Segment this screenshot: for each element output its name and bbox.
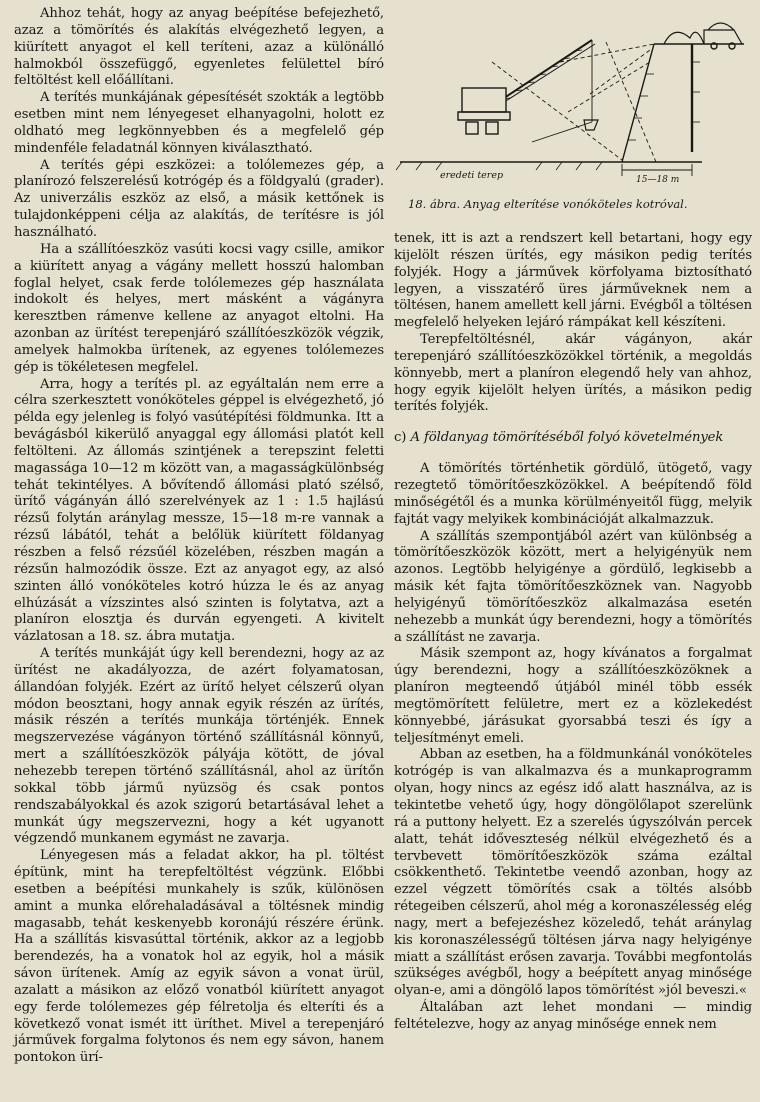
paragraph: A terítés munkáját úgy kell berendezni, hogy az az ürítést ne akadályozza, de azért folyamatosan, állandóan folyjék. Ezért az ürítő helyet célszerű olyan módon beosztani, hogy annak egyik részén az ürítés, másik részén a terítés munkája történjék. Ennek megszervezése vágányon történő szállításnál könnyű, mert a szállítóeszközök pályája kötött, de jóval nehezebb terepen történő szállításnál, ahol az ürítőn sokkal több jármű nyüzsög és csak pontos rendszabályokkal és azok szigorú betartásával lehet a munkát úgy megszervezni, hogy a két ugyanott végzendő munkanem egymást ne zavarja. xyxy=(14,646,384,847)
boom xyxy=(492,40,592,106)
figure-18 xyxy=(392,2,754,222)
track-left xyxy=(466,122,478,134)
paragraph: A terítés gépi eszközei: a tolólemezes gép, a planírozó felszerelésű kotrógép és a földgyalú (grader). Az univerzális eszköz az első, a másik kettőnek is tulajdonképpeni célja az alakítás, de terítésre is jól használható. xyxy=(14,157,384,240)
machine-base xyxy=(458,112,510,120)
paragraph: A terítés munkájának gépesítését szokták a legtöbb esetben mint nem lényegeset elhanyagolni, holott ez oldható meg legkönnyebben és a megfelelő gép mindenféle feladatnál könnyen kiválasztható. xyxy=(14,90,384,156)
paragraph: Másik szempont az, hogy kívánatos a forgalmat úgy berendezni, hogy a szállítóeszközöknek a planíron megteendő útjából minél több essék megtömörített felületre, mert ez a közlekedést könnyebbé, járásukat gyorsabbá teszi és így a teljesítményt emeli. xyxy=(394,646,752,746)
slope-line xyxy=(622,44,654,162)
section-heading xyxy=(394,430,752,447)
paragraph: Lényegesen más a feladat akkor, ha pl. töltést építünk, mint ha terepfeltöltést végzünk. Előbbi esetben a beépítési munkahely is szűk, különösen amint a munka előrehaladásával a töltésnek mindig magasabb, tehát keskenyebb koronájú részére érünk. Ha a szállítás kisvasúttal történik, akkor az a legjobb berendezés, ha a vonatok hol az egyik, hol a másik sávon ürítenek. Amíg az egyik sávon a vonat ürül, azalatt a másikon az előző vonatból kiürített anyagot egy ferde tolólemezes gép félretolja és elteríti és a következő vonat ismét itt üríthet. Mivel a terepenjáró járművek forgalma folytonos és nem egy sávon, hanem pontokon ürí- xyxy=(14,848,384,1066)
section-title: A földanyag tömörítéséből folyó követelmények xyxy=(410,430,724,446)
paragraph: A tömörítés történhetik gördülő, ütögető, vagy rezegtető tömörítőeszközökkel. A beépítendő föld minőségétől és a munka körülményeitől függ, melyik fajtát vagy melyikek kombinációját alkalmazzuk. xyxy=(394,461,752,527)
ground-hatch xyxy=(396,162,602,170)
paragraph: Arra, hogy a terítés pl. az egyáltalán nem erre a célra szerkesztett vonóköteles géppel is elvégezhető, jó példa egy jelenleg is folyó vasútépítési földmunka. Itt a bevágásból kikerülő anyaggal egy állomási platót kell feltölteni. Az állomás szintjének a terepszint feletti magassága 10—12 m között van, a magasságkülönbség tehát tekintélyes. A bővítendő állomási plató szélső, ürítő vágányán álló szerelvények az 1 : 1.5 hajlású rézsű folytán aránylag messze, 15—18 m-re vannak a rézsű lábától, tehát a belőlük kiürített földanyag részben a felső rézsűél közelében, részben magán a rézsűn halmozódik össze. Ezt az anyagot egy, az alsó szinten álló vonóköteles kotró húzza le és az anyag elhúzását a vízszintes alsó szinten is folytatva, azt a planíron elosztja és durván egyengeti. A kivitelt vázlatosan a 18. sz. ábra mutatja. xyxy=(14,376,384,645)
paragraph: Terepfeltöltésnél, akár vágányon, akár terepenjáró szállítóeszközökkel történik, a megoldás könnyebb, mert a planíron elegendő hely van ahhoz, hogy egyik kijelölt helyen ürítés, a másikon pedig terítés folyjék. xyxy=(394,332,752,415)
dragline-diagram xyxy=(392,2,754,194)
paragraph: Abban az esetben, ha a földmunkánál vonóköteles kotrógép is van alkalmazva és a munkaprogramm olyan, hogy nincs az egész idő alatt használva, az is tekintetbe vehető úgy, hogy döngölőlapot szerelünk rá a puttony helyett. Ez a szerelés úgyszólván percek alatt, tehát időveszteség nélkül elvégezhető és a tervbevett tömörítőeszközök száma ezáltal csökkenthető. Tekintetbe veendő azonban, hogy az ezzel végzett tömörítés csak a töltés alsóbb rétegeiben célszerű, ahol még a koronaszélesség elég nagy, mert a befejezéshez közeledő, tehát aránylag kis koronaszélességű töltésen járva nagy helyigénye miatt a szállítást erősen zavarja. További megfontolás szükséges avégből, hogy a beépített anyag minősége olyan-e, ami a döngölő lapos tömörítést »jól beveszi.« xyxy=(394,747,752,999)
section-number: c) xyxy=(394,430,407,446)
bucket xyxy=(584,120,598,130)
paragraph: Ahhoz tehát, hogy az anyag beépítése befejezhető, azaz a tömörítés és alakítás elvégezhető legyen, a kiürített anyagot el kell teríteni, azaz a különálló halmokból összefüggő, egyenletes felülettel bíró feltöltést kell előállítani. xyxy=(14,6,384,89)
distance-label: 15—18 m xyxy=(636,175,680,185)
track-right xyxy=(486,122,498,134)
paragraph: A szállítás szempontjából azért van különbség a tömörítőeszközök között, mert a helyigényük nem azonos. Legtöbb helyigénye a gördülő, legkisebb a másik két fajta tömörítőeszköznek van. Nagyobb helyigényű tömörítőeszköz alkalmazása esetén nehezebb a munkát úgy berendezni, hogy a tömörítés a szállítást ne zavarja. xyxy=(394,528,752,645)
figure-caption: 18. ábra. Anyag elterítése vonóköteles kotróval. xyxy=(408,197,688,211)
right-column xyxy=(394,231,752,1034)
paragraph: tenek, itt is azt a rendszert kell betartani, hogy egy kijelölt részen ürítés, egy másikon pedig terítés folyjék. Hogy a járművek körfolyama biztosítható legyen, a visszatérő üres járműveknek nem a töltésen, hanem amellett kell járni. Evégből a töltésen megfelelő helyeken lejáró rámpákat kell készíteni. xyxy=(394,231,752,331)
dashed-guides xyxy=(492,42,656,162)
machine-cab xyxy=(462,88,506,112)
paragraph: Ha a szállítóeszköz vasúti kocsi vagy csille, amikor a kiürített anyag a vágány mellett hosszú halomban foglal helyet, csak ferde tolólemezes gép használata indokolt és helyes, mert másként a vágányra keresztben rámenve kellene az anyagot eltolni. Ha azonban az ürítést terepenjáró szállítóeszközök végzik, amelyek halmokba ürítenek, az egyenes tolólemezes gép is tökéletesen megfelel. xyxy=(14,241,384,375)
spoil-heap xyxy=(664,32,704,44)
ground-label: eredeti terep xyxy=(440,170,504,181)
wagon xyxy=(704,30,742,44)
left-column xyxy=(14,6,384,1067)
paragraph: Általában azt lehet mondani — mindig feltételezve, hogy az anyag minősége ennek nem xyxy=(394,1000,752,1032)
